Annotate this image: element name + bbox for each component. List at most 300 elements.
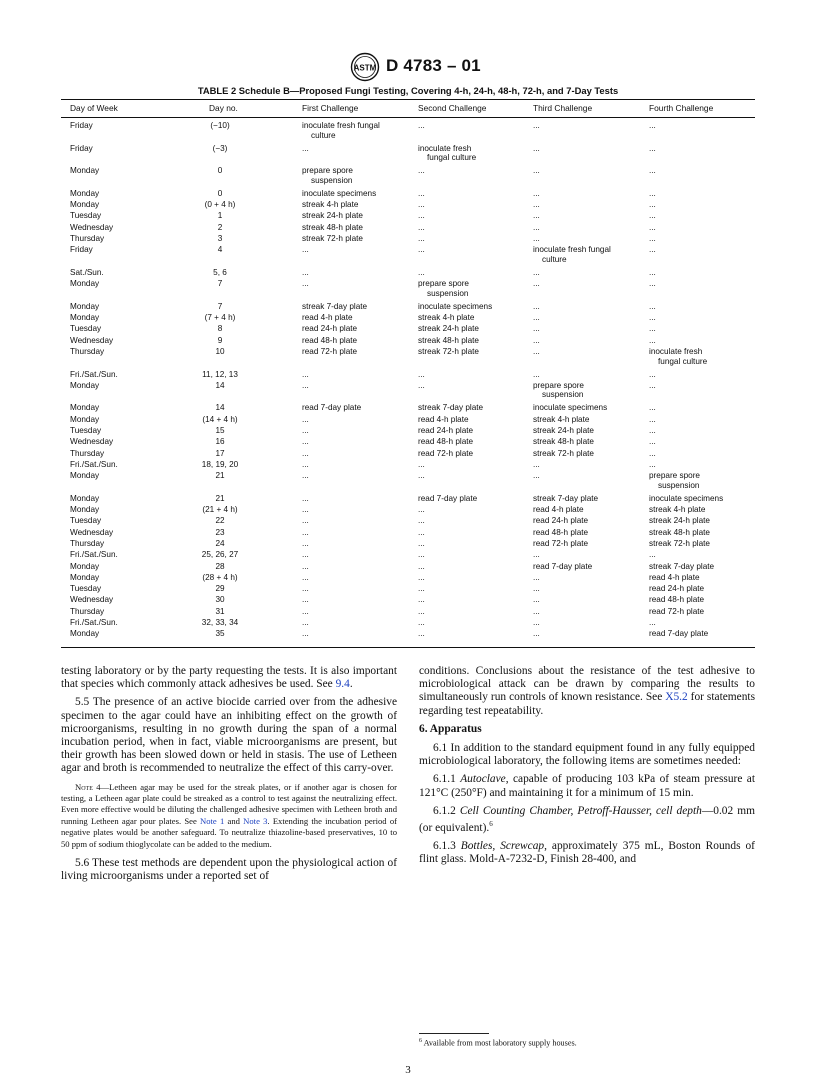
cell-fourth-challenge: ... xyxy=(649,426,656,436)
paragraph-5-5: 5.5 The presence of an active biocide carried over from the adhesive specimen to the agar could have an inhibiting effect on the growth of microorganisms, resulting in no growth during the span of a normal incubation period, when in fact, viable microorganisms are present, but their growth has been slowed down or held in stasis. The use of Letheen agar and broth is recommended to neutralize the effect of this carry-over. xyxy=(61,696,397,775)
table-row xyxy=(0,550,816,561)
cell-first-challenge: read 72-h plate xyxy=(302,346,358,356)
cell-fourth-challenge: ... xyxy=(649,550,656,560)
table-row xyxy=(0,211,816,222)
table-row xyxy=(0,573,816,584)
left-column xyxy=(61,665,397,888)
link-9-4[interactable]: 9.4 xyxy=(335,678,350,691)
cell-day-no: 25, 26, 27 xyxy=(201,550,239,560)
cell-day-of-week: Wednesday xyxy=(70,595,114,605)
cell-day-of-week: Sat./Sun. xyxy=(70,267,104,277)
cell-first-challenge: ... xyxy=(302,629,309,639)
cell-first-challenge: read 24-h plate xyxy=(302,324,358,334)
cell-third-challenge: ... xyxy=(533,629,540,639)
cell-second-challenge: ... xyxy=(418,561,425,571)
col-header-second-challenge: Second Challenge xyxy=(418,103,487,113)
cell-second-challenge: ... xyxy=(418,245,425,255)
table-top-rule xyxy=(61,99,755,100)
cell-day-of-week: Monday xyxy=(70,505,100,515)
cell-day-of-week: Wednesday xyxy=(70,222,114,232)
table-body xyxy=(0,121,816,641)
cell-fourth-challenge: prepare spore suspension xyxy=(649,471,700,490)
cell-first-challenge: inoculate fresh fungal culture xyxy=(302,121,380,140)
cell-day-of-week: Thursday xyxy=(70,233,105,243)
cell-third-challenge: ... xyxy=(533,335,540,345)
cell-third-challenge: read 24-h plate xyxy=(533,516,589,526)
cell-third-challenge: ... xyxy=(533,584,540,594)
cell-day-no: 11, 12, 13 xyxy=(202,369,238,379)
section-heading-apparatus: 6. Apparatus xyxy=(419,722,482,735)
cell-second-challenge: ... xyxy=(418,233,425,243)
cell-first-challenge: ... xyxy=(302,527,309,537)
page-number: 3 xyxy=(405,1064,411,1076)
cell-day-no: 1 xyxy=(217,211,223,221)
table-row xyxy=(0,302,816,313)
table-row xyxy=(0,505,816,516)
cell-day-no: 4 xyxy=(217,245,223,255)
cell-fourth-challenge: read 48-h plate xyxy=(649,595,705,605)
cell-day-no: 10 xyxy=(215,346,225,356)
cell-day-of-week: Wednesday xyxy=(70,335,114,345)
cell-third-challenge: ... xyxy=(533,572,540,582)
cell-fourth-challenge: inoculate fresh fungal culture xyxy=(649,346,708,366)
cell-first-challenge: ... xyxy=(302,493,309,503)
cell-third-challenge: ... xyxy=(533,166,540,176)
table-row xyxy=(0,471,816,494)
cell-first-challenge: ... xyxy=(302,380,309,390)
cell-day-no: 7 xyxy=(217,279,223,289)
cell-day-no: 2 xyxy=(217,222,223,232)
cell-second-challenge: ... xyxy=(418,369,425,379)
cell-first-challenge: ... xyxy=(302,584,309,594)
col-header-day-no: Day no. xyxy=(209,103,238,113)
cell-day-no: (7 + 4 h) xyxy=(204,313,236,323)
cell-second-challenge: streak 24-h plate xyxy=(418,324,479,334)
cell-day-of-week: Thursday xyxy=(70,538,105,548)
cell-fourth-challenge: ... xyxy=(649,313,656,323)
cell-fourth-challenge: ... xyxy=(649,200,656,210)
link-note-1[interactable]: Note 1 xyxy=(200,815,225,826)
astm-logo-icon xyxy=(350,52,380,82)
cell-second-challenge: ... xyxy=(418,505,425,515)
cell-first-challenge: ... xyxy=(302,595,309,605)
cell-day-of-week: Thursday xyxy=(70,346,105,356)
cell-day-no: (28 + 4 h) xyxy=(202,572,238,582)
cell-first-challenge: ... xyxy=(302,437,309,447)
cell-first-challenge: ... xyxy=(302,369,309,379)
paragraph-6-1: 6.1 In addition to the standard equipment found in any fully equipped microbiological laboratory, the following items are sometimes needed: xyxy=(419,742,755,768)
cell-second-challenge: inoculate specimens xyxy=(418,301,493,311)
cell-day-of-week: Monday xyxy=(70,188,100,198)
cell-day-no: 21 xyxy=(215,493,225,503)
cell-day-of-week: Monday xyxy=(70,414,100,424)
table-row xyxy=(0,460,816,471)
table-row xyxy=(0,324,816,335)
cell-second-challenge: ... xyxy=(418,595,425,605)
cell-day-no: 22 xyxy=(215,516,225,526)
cell-third-challenge: ... xyxy=(533,459,540,469)
link-note-3[interactable]: Note 3 xyxy=(243,815,268,826)
cell-third-challenge: ... xyxy=(533,188,540,198)
cell-second-challenge: ... xyxy=(418,121,425,130)
cell-day-of-week: Monday xyxy=(70,572,100,582)
cell-second-challenge: ... xyxy=(418,606,425,616)
cell-fourth-challenge: ... xyxy=(649,279,656,289)
table-row xyxy=(0,234,816,245)
cell-first-challenge: streak 48-h plate xyxy=(302,222,363,232)
table-row xyxy=(0,437,816,448)
cell-second-challenge: ... xyxy=(418,166,425,176)
cell-second-challenge: ... xyxy=(418,572,425,582)
cell-third-challenge: ... xyxy=(533,618,540,628)
cell-day-of-week: Fri./Sat./Sun. xyxy=(70,459,118,469)
cell-fourth-challenge: ... xyxy=(649,143,656,153)
cell-day-no: 7 xyxy=(217,301,223,311)
cell-day-no: 16 xyxy=(215,437,225,447)
cell-day-of-week: Monday xyxy=(70,279,100,289)
cell-fourth-challenge: ... xyxy=(649,222,656,232)
cell-second-challenge: streak 48-h plate xyxy=(418,335,479,345)
cell-third-challenge: ... xyxy=(533,550,540,560)
cell-third-challenge: ... xyxy=(533,211,540,221)
cell-fourth-challenge: ... xyxy=(649,448,656,458)
cell-third-challenge: streak 72-h plate xyxy=(533,448,594,458)
cell-fourth-challenge: ... xyxy=(649,437,656,447)
table-row xyxy=(0,494,816,505)
cell-day-no: 21 xyxy=(215,471,225,481)
cell-first-challenge: ... xyxy=(302,471,309,481)
cell-second-challenge: read 7-day plate xyxy=(418,493,478,503)
cell-day-no: 23 xyxy=(215,527,225,537)
cell-fourth-challenge: streak 48-h plate xyxy=(649,527,710,537)
cell-third-challenge: inoculate fresh fungal culture xyxy=(533,245,611,264)
cell-first-challenge: ... xyxy=(302,618,309,628)
col-header-third-challenge: Third Challenge xyxy=(533,103,593,113)
cell-day-no: (−10) xyxy=(210,121,230,130)
cell-third-challenge: ... xyxy=(533,324,540,334)
cell-fourth-challenge: ... xyxy=(649,380,656,390)
svg-text:ASTM: ASTM xyxy=(353,63,377,73)
table-row xyxy=(0,607,816,618)
cell-first-challenge: ... xyxy=(302,414,309,424)
table-row xyxy=(0,516,816,527)
cell-day-of-week: Monday xyxy=(70,629,100,639)
cell-fourth-challenge: ... xyxy=(649,414,656,424)
cell-fourth-challenge: ... xyxy=(649,188,656,198)
table-row xyxy=(0,381,816,404)
cell-first-challenge: streak 4-h plate xyxy=(302,200,359,210)
cell-day-no: 35 xyxy=(215,629,225,639)
cell-day-no: 29 xyxy=(215,584,225,594)
cell-second-challenge: ... xyxy=(418,527,425,537)
cell-day-of-week: Fri./Sat./Sun. xyxy=(70,618,118,628)
cell-second-challenge: ... xyxy=(418,629,425,639)
table-row xyxy=(0,528,816,539)
cell-day-no: 24 xyxy=(215,538,225,548)
cell-day-no: 15 xyxy=(215,426,225,436)
cell-first-challenge: read 7-day plate xyxy=(302,403,362,413)
cell-first-challenge: ... xyxy=(302,606,309,616)
cell-day-of-week: Friday xyxy=(70,121,93,130)
cell-fourth-challenge: read 4-h plate xyxy=(649,572,700,582)
cell-day-of-week: Friday xyxy=(70,245,93,255)
cell-first-challenge: ... xyxy=(302,245,309,255)
paragraph-6-1-1: 6.1.1 Autoclave, capable of producing 103 kPa of steam pressure at 121°C (250°F) and maintaining it for a minimum of 15 min. xyxy=(419,773,755,799)
designation: D 4783 – 01 xyxy=(386,56,481,75)
paragraph-6-1-3: 6.1.3 Bottles, Screwcap, approximately 375 mL, Boston Rounds of flint glass. Mold-A-7232-D, Finish 28-400, and xyxy=(419,840,755,866)
cell-day-of-week: Tuesday xyxy=(70,516,102,526)
footnote-rule xyxy=(419,1033,489,1034)
cell-fourth-challenge: ... xyxy=(649,335,656,345)
paragraph-6-1-2: 6.1.2 Cell Counting Chamber, Petroff-Hausser, cell depth—0.02 mm (or equivalent).$^6$ xyxy=(419,804,755,834)
note-4: Note 4—Letheen agar may be used for the streak plates, or if another agar is chosen for testing, a Letheen agar plate could be streaked as a control to test against the neutralizing effect. Even more effective would be diluting the challenged adhesive specimen with Letheen broth and running Letheen agar pour plates. See Note 1 and Note 3. Extending the incubation period of negative plates would be another safeguard. To neutralize thiazoline-based preservatives, 10 to 50 ppm of sodium thioglycolate can be added to the medium. xyxy=(61,781,397,849)
table-header xyxy=(0,103,816,115)
link-x5-2[interactable]: X5.2 xyxy=(665,691,688,704)
cell-second-challenge: ... xyxy=(418,516,425,526)
cell-day-no: 18, 19, 20 xyxy=(201,459,239,469)
cell-first-challenge: ... xyxy=(302,572,309,582)
cell-day-no: 9 xyxy=(217,335,223,345)
cell-second-challenge: prepare spore suspension xyxy=(418,279,469,298)
table-row xyxy=(0,347,816,370)
cell-first-challenge: streak 72-h plate xyxy=(302,233,363,243)
cell-day-no: (14 + 4 h) xyxy=(202,414,238,424)
col-header-first-challenge: First Challenge xyxy=(302,103,359,113)
cell-first-challenge: ... xyxy=(302,279,309,289)
page-header xyxy=(0,52,816,84)
footnote-6: $^6$ Available from most laboratory supply houses. xyxy=(419,1038,577,1048)
cell-day-of-week: Monday xyxy=(70,471,100,481)
cell-day-of-week: Monday xyxy=(70,313,100,323)
table-row xyxy=(0,426,816,437)
cell-day-of-week: Fri./Sat./Sun. xyxy=(70,369,118,379)
cell-day-no: (−3) xyxy=(212,143,228,153)
cell-third-challenge: streak 48-h plate xyxy=(533,437,594,447)
cell-day-of-week: Thursday xyxy=(70,448,105,458)
cell-day-no: 32, 33, 34 xyxy=(201,618,239,628)
cell-first-challenge: ... xyxy=(302,267,309,277)
cell-third-challenge: ... xyxy=(533,222,540,232)
cell-fourth-challenge: streak 24-h plate xyxy=(649,516,710,526)
cell-fourth-challenge: ... xyxy=(649,618,656,628)
col-header-fourth-challenge: Fourth Challenge xyxy=(649,103,714,113)
cell-third-challenge: ... xyxy=(533,233,540,243)
cell-second-challenge: ... xyxy=(418,471,425,481)
cell-day-of-week: Wednesday xyxy=(70,527,114,537)
cell-second-challenge: ... xyxy=(418,200,425,210)
cell-fourth-challenge: read 24-h plate xyxy=(649,584,705,594)
cell-fourth-challenge: streak 4-h plate xyxy=(649,505,706,515)
cell-fourth-challenge: ... xyxy=(649,301,656,311)
cell-day-of-week: Thursday xyxy=(70,606,105,616)
table-row xyxy=(0,629,816,640)
cell-fourth-challenge: ... xyxy=(649,324,656,334)
table-header-rule xyxy=(61,117,755,118)
cell-day-no: (0 + 4 h) xyxy=(204,200,236,210)
cell-third-challenge: ... xyxy=(533,279,540,289)
table-row xyxy=(0,562,816,573)
cell-third-challenge: ... xyxy=(533,471,540,481)
cell-second-challenge: ... xyxy=(418,211,425,221)
cell-third-challenge: prepare spore suspension xyxy=(533,380,584,400)
cell-first-challenge: ... xyxy=(302,550,309,560)
table-row xyxy=(0,415,816,426)
cell-day-of-week: Tuesday xyxy=(70,324,102,334)
paragraph-5-6: 5.6 These test methods are dependent upon the physiological action of living microorganisms under a reported set of xyxy=(61,857,397,883)
cell-first-challenge: ... xyxy=(302,516,309,526)
table-row xyxy=(0,121,816,144)
cell-second-challenge: ... xyxy=(418,584,425,594)
cell-second-challenge: ... xyxy=(418,267,425,277)
cell-day-of-week: Monday xyxy=(70,166,100,176)
paragraph-5-6-end: conditions. Conclusions about the resistance of the test adhesive to microbiological attack can be drawn by comparing the results to simultaneously run controls of known resistance. See X5.2 for statements regarding test repeatability. xyxy=(419,665,755,717)
cell-third-challenge: read 7-day plate xyxy=(533,561,593,571)
table-row xyxy=(0,370,816,381)
cell-first-challenge: ... xyxy=(302,505,309,515)
cell-second-challenge: ... xyxy=(418,222,425,232)
cell-second-challenge: read 48-h plate xyxy=(418,437,474,447)
cell-fourth-challenge: streak 72-h plate xyxy=(649,538,710,548)
table-title: TABLE 2 Schedule B—Proposed Fungi Testing, Covering 4-h, 24-h, 48-h, 72-h, and 7-Day Tests xyxy=(197,85,619,96)
cell-third-challenge: streak 7-day plate xyxy=(533,493,599,503)
table-row xyxy=(0,618,816,629)
cell-fourth-challenge: ... xyxy=(649,233,656,243)
footnote-ref-6[interactable]: 6 xyxy=(489,820,493,829)
cell-fourth-challenge: ... xyxy=(649,403,656,413)
cell-third-challenge: inoculate specimens xyxy=(533,403,608,413)
cell-day-of-week: Monday xyxy=(70,403,100,413)
table-row xyxy=(0,268,816,279)
cell-second-challenge: ... xyxy=(418,550,425,560)
table-row xyxy=(0,189,816,200)
table-row xyxy=(0,245,816,268)
cell-first-challenge: streak 24-h plate xyxy=(302,211,363,221)
cell-day-of-week: Monday xyxy=(70,200,100,210)
cell-first-challenge: ... xyxy=(302,459,309,469)
cell-fourth-challenge: ... xyxy=(649,121,656,130)
cell-third-challenge: read 4-h plate xyxy=(533,505,584,515)
cell-day-of-week: Tuesday xyxy=(70,426,102,436)
cell-fourth-challenge: read 7-day plate xyxy=(649,629,709,639)
cell-first-challenge: streak 7-day plate xyxy=(302,301,368,311)
cell-day-of-week: Tuesday xyxy=(70,211,102,221)
cell-first-challenge: prepare spore suspension xyxy=(302,166,353,185)
cell-fourth-challenge: ... xyxy=(649,369,656,379)
cell-third-challenge: ... xyxy=(533,606,540,616)
cell-first-challenge: ... xyxy=(302,538,309,548)
cell-second-challenge: ... xyxy=(418,459,425,469)
cell-third-challenge: read 72-h plate xyxy=(533,538,589,548)
cell-fourth-challenge: streak 7-day plate xyxy=(649,561,715,571)
cell-third-challenge: ... xyxy=(533,121,540,130)
cell-day-no: 8 xyxy=(217,324,223,334)
cell-first-challenge: inoculate specimens xyxy=(302,188,377,198)
table-row xyxy=(0,200,816,211)
cell-first-challenge: ... xyxy=(302,143,309,153)
cell-third-challenge: ... xyxy=(533,369,540,379)
cell-day-no: 0 xyxy=(217,188,223,198)
table-bottom-rule xyxy=(61,647,755,648)
cell-third-challenge: ... xyxy=(533,313,540,323)
cell-third-challenge: ... xyxy=(533,346,540,356)
cell-second-challenge: streak 7-day plate xyxy=(418,403,484,413)
cell-third-challenge: streak 4-h plate xyxy=(533,414,590,424)
cell-second-challenge: read 72-h plate xyxy=(418,448,474,458)
cell-second-challenge: streak 72-h plate xyxy=(418,346,479,356)
table-row xyxy=(0,166,816,189)
cell-third-challenge: ... xyxy=(533,301,540,311)
cell-fourth-challenge: ... xyxy=(649,245,656,255)
table-row xyxy=(0,595,816,606)
cell-day-no: 28 xyxy=(215,561,225,571)
cell-day-of-week: Monday xyxy=(70,301,100,311)
cell-third-challenge: read 48-h plate xyxy=(533,527,589,537)
cell-fourth-challenge: ... xyxy=(649,166,656,176)
cell-third-challenge: ... xyxy=(533,595,540,605)
cell-day-no: 14 xyxy=(215,380,225,390)
cell-day-of-week: Fri./Sat./Sun. xyxy=(70,550,118,560)
right-column xyxy=(419,665,755,871)
cell-day-of-week: Tuesday xyxy=(70,584,102,594)
cell-fourth-challenge: ... xyxy=(649,267,656,277)
cell-day-no: (21 + 4 h) xyxy=(202,505,238,515)
cell-second-challenge: ... xyxy=(418,188,425,198)
cell-third-challenge: ... xyxy=(533,143,540,153)
cell-third-challenge: ... xyxy=(533,267,540,277)
cell-second-challenge: read 24-h plate xyxy=(418,426,474,436)
cell-fourth-challenge: read 72-h plate xyxy=(649,606,705,616)
cell-first-challenge: ... xyxy=(302,426,309,436)
cell-third-challenge: ... xyxy=(533,200,540,210)
cell-second-challenge: ... xyxy=(418,538,425,548)
cell-day-no: 5, 6 xyxy=(213,267,227,277)
cell-fourth-challenge: ... xyxy=(649,211,656,221)
table-row xyxy=(0,584,816,595)
cell-second-challenge: streak 4-h plate xyxy=(418,313,475,323)
cell-first-challenge: read 48-h plate xyxy=(302,335,358,345)
cell-second-challenge: ... xyxy=(418,618,425,628)
cell-day-no: 0 xyxy=(217,166,223,176)
cell-day-of-week: Monday xyxy=(70,380,100,390)
cell-day-no: 30 xyxy=(215,595,225,605)
cell-day-no: 17 xyxy=(215,448,225,458)
cell-fourth-challenge: inoculate specimens xyxy=(649,493,724,503)
cell-first-challenge: ... xyxy=(302,561,309,571)
cell-second-challenge: inoculate fresh fungal culture xyxy=(418,143,477,163)
table-row xyxy=(0,144,816,167)
cell-day-of-week: Wednesday xyxy=(70,437,114,447)
col-header-day-of-week: Day of Week xyxy=(70,103,118,113)
cell-day-of-week: Monday xyxy=(70,493,100,503)
cell-third-challenge: streak 24-h plate xyxy=(533,426,594,436)
cell-day-no: 31 xyxy=(215,606,225,616)
cell-day-no: 14 xyxy=(215,403,225,413)
cell-second-challenge: ... xyxy=(418,380,425,390)
cell-day-no: 3 xyxy=(217,233,223,243)
cell-day-of-week: Monday xyxy=(70,561,100,571)
cell-first-challenge: ... xyxy=(302,448,309,458)
table-row xyxy=(0,449,816,460)
cell-fourth-challenge: ... xyxy=(649,459,656,469)
cell-second-challenge: read 4-h plate xyxy=(418,414,469,424)
table-row xyxy=(0,279,816,302)
paragraph-5-4-end: testing laboratory or by the party requesting the tests. It is also important that species which commonly attack adhesives be used. See 9.4. xyxy=(61,665,397,691)
table-row xyxy=(0,223,816,234)
cell-day-of-week: Friday xyxy=(70,143,93,153)
table-row xyxy=(0,539,816,550)
cell-first-challenge: read 4-h plate xyxy=(302,313,353,323)
table-row xyxy=(0,313,816,324)
